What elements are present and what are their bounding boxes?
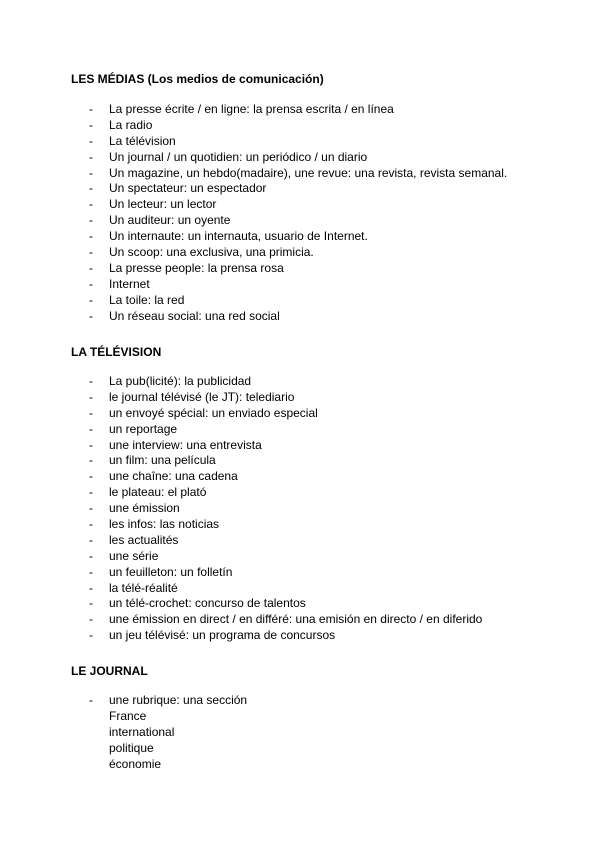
list-item: [0, 293, 600, 309]
list-item-text: une émission: [109, 501, 180, 516]
list-item-text: La télévision: [109, 133, 176, 148]
list-item-text: la télé-réalité: [109, 580, 178, 595]
list-item-text: une interview: una entrevista: [109, 437, 262, 452]
bullet-dash: -: [89, 548, 93, 563]
list-item: [0, 197, 600, 213]
list-item: [0, 501, 600, 517]
sub-item-text: politique: [109, 740, 154, 755]
medias-list: [0, 102, 600, 324]
bullet-dash: -: [89, 580, 93, 595]
bullet-dash: -: [89, 453, 93, 468]
bullet-dash: -: [89, 596, 93, 611]
bullet-dash: -: [89, 245, 93, 260]
list-item: [0, 166, 600, 182]
list-item: [0, 390, 600, 406]
list-item: [0, 374, 600, 390]
list-item: [0, 229, 600, 245]
list-item-text: un film: una película: [109, 453, 216, 468]
sub-item: [0, 757, 600, 773]
list-item-text: une rubrique: una sección: [109, 693, 248, 707]
list-item: [0, 533, 600, 549]
list-item-text: une chaîne: una cadena: [109, 469, 238, 484]
bullet-dash: -: [89, 260, 93, 275]
list-item: [0, 612, 600, 628]
list-item: [0, 517, 600, 533]
bullet-dash: -: [89, 165, 93, 180]
list-item-text: La pub(licité): la publicidad: [109, 374, 252, 388]
list-item: [0, 181, 600, 197]
sub-item: [0, 741, 600, 757]
list-item-text: Un auditeur: un oyente: [109, 213, 231, 228]
list-item-text: Un lecteur: un lector: [109, 197, 217, 212]
bullet-dash: -: [89, 102, 93, 116]
list-item: [0, 422, 600, 438]
bullet-dash: -: [89, 229, 93, 244]
list-item-text: Un spectateur: un espectador: [109, 181, 267, 196]
list-item-text: les infos: las noticias: [109, 517, 220, 532]
bullet-dash: -: [89, 133, 93, 148]
list-item-text: Un scoop: una exclusiva, una primicia.: [109, 245, 314, 260]
list-item-text: les actualités: [109, 532, 179, 547]
sub-item: [0, 725, 600, 741]
section-heading-television: LA TÉLÉVISION: [71, 345, 162, 359]
bullet-dash: -: [89, 181, 93, 196]
list-item-text: Internet: [109, 276, 150, 291]
list-item: [0, 245, 600, 261]
list-item: [0, 309, 600, 325]
bullet-dash: -: [89, 421, 93, 436]
bullet-dash: -: [89, 405, 93, 420]
bullet-dash: -: [89, 517, 93, 532]
list-item-text: La toile: la red: [109, 292, 185, 307]
list-item: [0, 485, 600, 501]
list-item-text: La presse people: la prensa rosa: [109, 260, 284, 275]
bullet-dash: -: [89, 501, 93, 516]
sub-item-text: international: [109, 724, 175, 739]
bullet-dash: -: [89, 469, 93, 484]
list-item-text: un feuilleton: un folletín: [109, 564, 233, 579]
journal-list: [0, 693, 600, 772]
list-item: [0, 469, 600, 485]
sub-item-text: France: [109, 708, 147, 723]
bullet-dash: -: [89, 308, 93, 323]
list-item: [0, 581, 600, 597]
section-heading-medias: LES MÉDIAS (Los medios de comunicación): [71, 72, 324, 86]
bullet-dash: -: [89, 149, 93, 164]
list-item-text: un reportage: [109, 421, 178, 436]
list-item-text: une série: [109, 548, 159, 563]
list-item-text: un télé-crochet: concurso de talentos: [109, 596, 306, 611]
list-item: [0, 453, 600, 469]
list-item-text: le plateau: el plató: [109, 485, 207, 500]
section-heading-journal: LE JOURNAL: [71, 664, 148, 678]
list-item: [0, 406, 600, 422]
list-item: [0, 438, 600, 454]
list-item: [0, 693, 600, 709]
bullet-dash: -: [89, 628, 93, 643]
list-item-text: un jeu télévisé: un programa de concursos: [109, 628, 336, 643]
list-item-text: Un réseau social: una red social: [109, 308, 280, 323]
sub-item-text: économie: [109, 756, 162, 771]
list-item-text: La presse écrite / en ligne: la prensa escrita / en línea: [109, 102, 394, 116]
bullet-dash: -: [89, 564, 93, 579]
list-item-text: Un internaute: un internauta, usuario de Internet.: [109, 229, 368, 244]
list-item: [0, 213, 600, 229]
list-item: [0, 628, 600, 644]
list-item: [0, 549, 600, 565]
list-item: [0, 277, 600, 293]
bullet-dash: -: [89, 389, 93, 404]
list-item: [0, 134, 600, 150]
list-item: [0, 118, 600, 134]
list-item-text: Un journal / un quotidien: un periódico / un diario: [109, 149, 368, 164]
sub-item: [0, 709, 600, 725]
bullet-dash: -: [89, 292, 93, 307]
list-item-text: une émission en direct / en différé: una emisión en directo / en diferido: [109, 612, 483, 627]
bullet-dash: -: [89, 437, 93, 452]
list-item-text: La radio: [109, 117, 153, 132]
bullet-dash: -: [89, 693, 93, 707]
list-item-text: Un magazine, un hebdo(madaire), une revue: una revista, revista semanal.: [109, 165, 508, 180]
list-item: [0, 596, 600, 612]
bullet-dash: -: [89, 532, 93, 547]
bullet-dash: -: [89, 117, 93, 132]
list-item-text: le journal télévisé (le JT): telediario: [109, 389, 295, 404]
bullet-dash: -: [89, 612, 93, 627]
bullet-dash: -: [89, 197, 93, 212]
bullet-dash: -: [89, 213, 93, 228]
list-item: [0, 150, 600, 166]
list-item: [0, 102, 600, 118]
bullet-dash: -: [89, 374, 93, 388]
list-item-text: un envoyé spécial: un enviado especial: [109, 405, 318, 420]
bullet-dash: -: [89, 276, 93, 291]
list-item: [0, 565, 600, 581]
bullet-dash: -: [89, 485, 93, 500]
list-item: [0, 261, 600, 277]
television-list: [0, 374, 600, 644]
